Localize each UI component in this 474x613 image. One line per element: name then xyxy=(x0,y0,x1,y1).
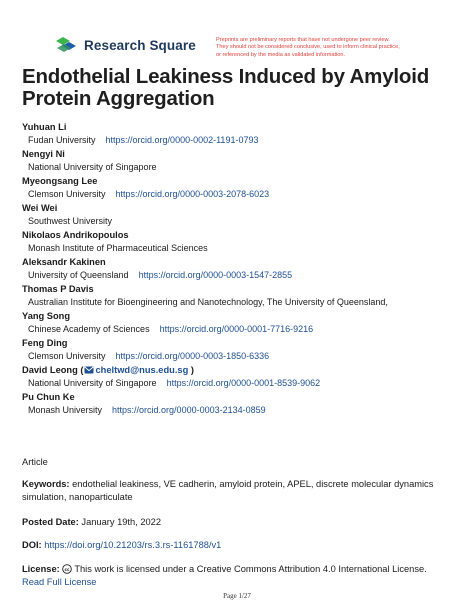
author-name: Nengyi Ni xyxy=(22,149,65,159)
doi xyxy=(22,539,462,552)
author-name: Yuhuan Li xyxy=(22,122,67,132)
author-affiliation: University of Queensland xyxy=(28,270,129,280)
author-entry xyxy=(22,310,462,337)
author-name: Wei Wei xyxy=(22,203,58,213)
orcid-link[interactable]: https://orcid.org/0000-0003-1547-2855 xyxy=(138,270,293,280)
posted-date-value: January 19th, 2022 xyxy=(81,517,162,527)
author-affiliation: Monash Institute of Pharmaceutical Sciences xyxy=(28,243,208,253)
orcid-link[interactable]: https://orcid.org/0000-0001-8539-9062 xyxy=(166,378,321,388)
disclaimer-line: Preprints are preliminary reports that have not undergone peer review. xyxy=(216,37,390,43)
author-affiliation-line xyxy=(22,296,462,310)
author-affiliation: National University of Singapore xyxy=(28,378,157,388)
author-affiliation-line xyxy=(22,215,462,229)
svg-text:cc: cc xyxy=(64,566,70,572)
keywords-label: Keywords: xyxy=(22,479,70,489)
license-line xyxy=(22,563,462,576)
creative-commons-icon xyxy=(62,564,72,574)
disclaimer-line: or referenced by the media as validated information. xyxy=(216,51,346,58)
author-name: David Leong xyxy=(22,365,78,375)
author-entry xyxy=(22,229,462,256)
license-label: License: xyxy=(22,564,60,574)
author-affiliation-line xyxy=(22,377,462,391)
orcid-link[interactable]: https://orcid.org/0000-0002-1191-0793 xyxy=(105,135,259,145)
orcid-link[interactable]: https://orcid.org/0000-0001-7716-9216 xyxy=(159,324,314,334)
author-affiliation: Monash University xyxy=(28,405,103,415)
author-name-line xyxy=(22,364,462,377)
author-affiliation: National University of Singapore xyxy=(28,162,157,172)
author-entry xyxy=(22,256,462,283)
disclaimer-line: They should not be considered conclusive, used to inform clinical practice, xyxy=(216,44,400,51)
read-full-license-link[interactable]: Read Full License xyxy=(22,577,97,587)
author-entry xyxy=(22,121,462,148)
author-entry xyxy=(22,202,462,229)
author-name: Yang Song xyxy=(22,311,71,321)
author-entry xyxy=(22,391,462,418)
preprint-disclaimer xyxy=(216,37,466,59)
orcid-link[interactable]: https://orcid.org/0000-0003-1850-6336 xyxy=(115,351,270,361)
author-name: Aleksandr Kakinen xyxy=(22,257,106,267)
header xyxy=(0,0,474,64)
envelope-icon xyxy=(84,366,94,374)
author-affiliation-line xyxy=(22,323,462,337)
author-name: Nikolaos Andrikopoulos xyxy=(22,230,129,240)
author-affiliation: Australian Institute for Bioengineering and Nanotechnology, The University of Queensland, xyxy=(28,297,388,307)
author-affiliation: Fudan University xyxy=(28,135,96,145)
author-name: Pu Chun Ke xyxy=(22,392,75,402)
page-number: Page 1/27 xyxy=(223,592,251,600)
email-paren-open: ( xyxy=(80,365,84,375)
logo-text: Research Square xyxy=(84,38,196,53)
article-title: Endothelial Leakiness Induced by Amyloid Protein Aggregation xyxy=(22,65,430,110)
author-affiliation: Chinese Academy of Sciences xyxy=(28,324,150,334)
posted-date-label: Posted Date: xyxy=(22,517,79,527)
author-list xyxy=(22,121,462,418)
research-square-logo[interactable] xyxy=(56,37,196,54)
author-entry xyxy=(22,337,462,364)
license xyxy=(22,563,462,589)
author-name: Thomas P Davis xyxy=(22,284,94,294)
author-affiliation: Clemson University xyxy=(28,351,106,361)
author-name: Feng Ding xyxy=(22,338,68,348)
author-affiliation-line xyxy=(22,188,462,202)
author-name: Myeongsang Lee xyxy=(22,176,98,186)
research-square-logo-icon xyxy=(56,37,78,54)
license-text: This work is licensed under a Creative Commons Attribution 4.0 International License. xyxy=(74,564,427,574)
posted-date xyxy=(22,516,462,529)
author-affiliation-line xyxy=(22,242,462,256)
keywords-text: endothelial leakiness, VE cadherin, amyloid protein, APEL, discrete molecular dynamics simulation, nanoparticulate xyxy=(22,479,434,502)
author-entry xyxy=(22,175,462,202)
author-affiliation-line xyxy=(22,161,462,175)
author-affiliation: Southwest University xyxy=(28,216,113,226)
author-affiliation-line xyxy=(22,134,462,148)
orcid-link[interactable]: https://orcid.org/0000-0003-2078-6023 xyxy=(115,189,270,199)
author-affiliation: Clemson University xyxy=(28,189,106,199)
email-paren-close: ) xyxy=(188,365,194,375)
author-affiliation-line xyxy=(22,350,462,364)
author-entry xyxy=(22,364,462,391)
author-entry xyxy=(22,283,462,310)
keywords xyxy=(22,478,462,504)
doi-link[interactable]: https://doi.org/10.21203/rs.3.rs-1161788/v1 xyxy=(44,540,222,550)
doi-label: DOI: xyxy=(22,540,42,550)
author-entry xyxy=(22,148,462,175)
email-link[interactable]: cheltwd@nus.edu.sg xyxy=(95,365,189,375)
article-type: Article xyxy=(22,457,48,467)
author-affiliation-line xyxy=(22,269,462,283)
orcid-link[interactable]: https://orcid.org/0000-0003-2134-0859 xyxy=(112,405,266,415)
author-affiliation-line xyxy=(22,404,462,418)
